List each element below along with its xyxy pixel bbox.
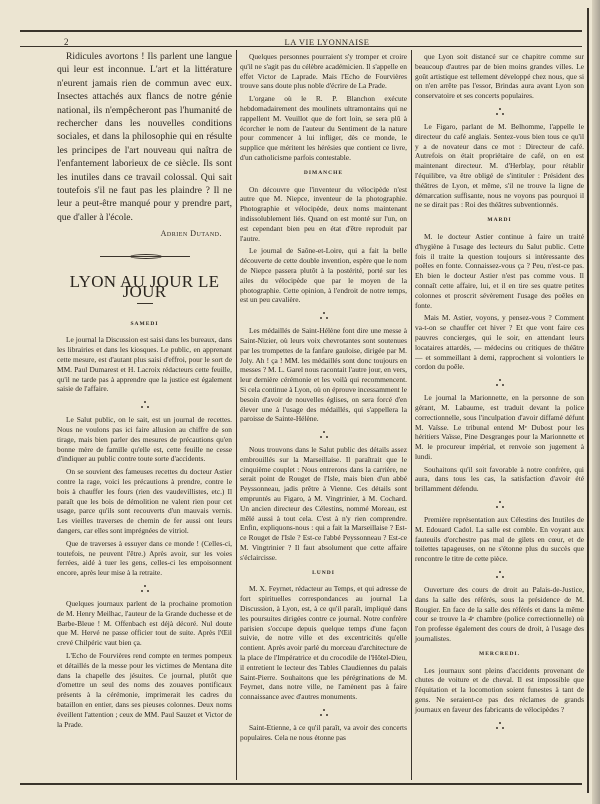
article-paragraph: que Lyon soit distancé sur ce chapitre comme sur beaucoup d'autres par de bien moins grandes villes. Le goût artistique est tellement développé chez nous, que si on n'en arrête pas l'essor, Brindas aura avant Lyon son conservatoire et ses concerts populaires. bbox=[415, 52, 584, 101]
asterism-dot bbox=[496, 113, 498, 115]
article-paragraph: Ridicules avortons ! Ils parlent une langue qui leur est inconnue. L'art et la littérature n'eurent jamais rien de commun avec eux. Insectes attachés aux flancs de notre génie national, ils n'empêcheront pas l'humanité de rechercher dans les nouvelles conditions sociales, et dans la philosophie qui en résulte les principes de l'art nouveau qui naîtra de l'enfantement laborieux de ce siècle. Ils sont les inutiles dans ce travail colossal. Qui sait toutefois s'il ne faut pas les plaindre ? Il ne leur a peut-être manqué pour y prendre part, que d'aller à l'école. bbox=[57, 51, 232, 223]
asterism-dot bbox=[326, 436, 328, 438]
asterism-dot bbox=[147, 590, 149, 592]
article-paragraph: Nous trouvons dans le Salut public des détails assez embrouillés sur la Marseillaise. Il paraîtrait que le cinquième couplet : Nous entrerons dans la carrière, ne serait point de Rouget de l'Isle, mais bien d'un abbé Peyssonneau, jadis prêtre à Vienne. Ces détails sont empruntés au Figaro, à M. Vingtrinier, à M. Cochard. Un ancien directeur des Célestins, nommé Moreau, est mêlé aussi à tout cela. C'est à n'y rien comprendre. Enfin, expliquons-nous : qui a fait la Marseillaise ? Est-ce Rouget de l'Isle ? Est-ce l'abbé Peyssonneau ? Est-ce M. Vingtrinier ? Il faut absolument que cette affaire s'éclaircisse. bbox=[240, 445, 407, 562]
asterism-divider bbox=[415, 106, 584, 117]
article-paragraph: Le Figaro, parlant de M. Belhomme, l'appelle le directeur du café anglais. Sentez-vous bien tous ce qu'il y a de novateur dans ce mot : Directeur de café. Autrefois on était propriétaire de café, on en est maintenant directeur. M. d'Herblay, pour rétablir l'équilibre, va être obligé de s'intituler : Président des théâtres de Lyon, et même, s'il ne trouve la ligne de démarcation suffisante, nous ne voyons pas pourquoi il ne se dirait pas : Roi des théâtres subventionnés. bbox=[415, 121, 584, 210]
column-left bbox=[57, 50, 232, 732]
column-divider bbox=[411, 50, 412, 780]
page-number: 2 bbox=[64, 37, 69, 47]
footer-rule bbox=[20, 783, 582, 785]
asterism-dot bbox=[320, 317, 322, 319]
article-paragraph: Le journal la Marionnette, en la personne de son gérant, M. Labaume, est traduit devant la police correctionnelle, sous l'inculpation d'avoir diffamé défunt M. Vaïsse. Le tribunal entend Mᵉ Dubost pour les héritiers Vaïsse, Pine Desgranges pour la Marionnette et M. le procureur impérial, et renvoie son jugement à lundi. bbox=[415, 393, 584, 461]
asterism-dot bbox=[323, 431, 325, 433]
asterism-dot bbox=[502, 727, 504, 729]
section-title: LYON AU JOUR LE JOUR bbox=[69, 272, 220, 301]
article-paragraph: M. le docteur Astier continue à faire un traité d'hygiène à l'usage des lecteurs du Salut public. Cette fois il traite la question toujours si intéressante des poêles en fonte. Connaissez-vous ça ? Peu, n'est-ce pas. Eh bien le docteur Astier n'est pas comme vous. Il connaît cette affaire, lui, et il en tire ses quatre petites colonnes et proscrit sévèrement l'usage des poêles en fonte. bbox=[415, 231, 584, 310]
asterism-dot bbox=[499, 722, 501, 724]
asterism-dot bbox=[502, 506, 504, 508]
asterism-dot bbox=[502, 113, 504, 115]
asterism-dot bbox=[323, 709, 325, 711]
article-paragraph: Mais M. Astier, voyons, y pensez-vous ? Comment va-t-on se chauffer cet hiver ? Et que vont faire ces pauvres concierges, qui le soir, en attendant leurs locataires attardés, — médecins ou critiques de théâtre — et sommeillant à demi, rapprochent si volontiers le cordon du poêle. bbox=[415, 313, 584, 372]
asterism-divider bbox=[240, 707, 407, 718]
asterism-dot bbox=[320, 714, 322, 716]
day-heading: LUNDI bbox=[312, 569, 335, 576]
header-rule-lower bbox=[20, 46, 582, 47]
article-paragraph: Quelques personnes pourraient s'y tromper et croire qu'il ne s'agit pas du célèbre académicien. Il s'appelle en effet Victor de Laprade. Mais l'Echo de Fourvières trouve sans doute plus noble d'écrire de La Prade. bbox=[240, 52, 407, 91]
article-paragraph: On se souvient des fameuses recettes du docteur Astier contre la rage, voici les précautions à prendre, contre le bois à chauffer les fours (rien des vaudevillistes, etc.) Il paraît que les bois de démolition ne valent rien pour cet usage, parce qu'ils sont recouverts d'un mauvais vernis. Les vieilles traverses de chemin de fer aussi ont leurs dangers, car elles sont imprégnées de vitriol. bbox=[57, 467, 232, 536]
column-right bbox=[415, 52, 584, 736]
article-paragraph: Ouverture des cours de droit au Palais-de-Justice, dans la salle des référés, sous la présidence de M. Rougier. En face de la salle des référés et dans la même cour se trouve la 4ᵉ chambre (police correctionnelle) où l'on professe également des cours de droit, à l'usage des journalistes. bbox=[415, 585, 584, 644]
article-paragraph: L'organe où le R. P. Blanchon exécute hebdomadairement des moulinets ultramontains qui ne rappellent M. Veuillot que de fort loin, se sera plû à écorcher le nom de l'auteur du Sentiment de la nature pour commencer à lui infliger, dès ce monde, le supplice que méritent les hérésies que contient ce livre, d'un catholicisme parfois contestable. bbox=[240, 94, 407, 162]
asterism-divider bbox=[415, 569, 584, 580]
article-paragraph: Que de traverses à essuyer dans ce monde ! (Celles-ci, toutefois, ne peuvent l'être.) Après avoir, sur les voies ferrées, aidé à tuer les gens, celles-ci les empoisonnent encore, après leur mise à la retraite. bbox=[57, 538, 232, 578]
asterism-dot bbox=[147, 406, 149, 408]
title-dash bbox=[137, 303, 153, 304]
column-divider bbox=[236, 50, 237, 780]
asterism-divider bbox=[57, 399, 232, 410]
asterism-dot bbox=[496, 506, 498, 508]
day-heading: SAMEDI bbox=[130, 320, 159, 327]
header-rule bbox=[20, 30, 582, 32]
asterism-divider bbox=[240, 429, 407, 440]
asterism-dot bbox=[323, 312, 325, 314]
article-paragraph: Saint-Etienne, à ce qu'il paraît, va avoir des concerts populaires. Cela ne nous étonne pas bbox=[240, 723, 407, 742]
day-heading: DIMANCHE bbox=[303, 169, 344, 176]
asterism-dot bbox=[499, 501, 501, 503]
article-paragraph: L'Echo de Fourvières rend compte en termes pompeux et détaillés de la messe pour les victimes de Mentana dite dans la chapelle des jésuites. Ce journal, plutôt que d'omettre un seul des noms des zouaves pontificaux présents à la cérémonie, imprimerait les cadres du bataillon en entier, dans ses pieuses colonnes. Deux noms éveillent l'attention ; ceux de MM. Paul Sauzet et Victor de la Prade. bbox=[57, 650, 232, 729]
article-paragraph: Quelques journaux parlent de la prochaine promotion de M. Henry Meilhac, l'auteur de la Grande duchesse et de Barbe-Bleue ! M. Offenbach est déjà décoré. Nul doute que M. Hervé ne passe officier tout de suite. Après l'Œil crevé Chilpéric vaut bien ça. bbox=[57, 599, 232, 648]
asterism-dot bbox=[502, 384, 504, 386]
article-paragraph: Le Salut public, on le sait, est un journal de recettes. Nous ne voulons pas ici faire allusion au chiffre de son tirage, mais bien parler des mesures de précautions qu'en bonne mère de famille qu'elle est, cette feuille ne cesse d'indiquer au public contre toute sorte d'accidents. bbox=[57, 415, 232, 464]
asterism-dot bbox=[499, 379, 501, 381]
page-edge bbox=[592, 0, 600, 804]
article-paragraph: Les journaux sont pleins d'accidents provenant de chutes de voiture et de cheval. Il est impossible que l'équitation et la locomotion soient funestes à tant de gens. Ne seraient-ce pas des réclames de grands journaux en faveur des fabricants de vélocipèdes ? bbox=[415, 665, 584, 714]
asterism-dot bbox=[496, 384, 498, 386]
asterism-dot bbox=[499, 571, 501, 573]
article-paragraph: Souhaitons qu'il soit favorable à notre confrère, qui aura, dans tous les cas, la satisfaction d'avoir été brillamment défendu. bbox=[415, 464, 584, 494]
asterism-divider bbox=[57, 583, 232, 594]
asterism-divider bbox=[415, 499, 584, 510]
article-paragraph: Le journal de Saône-et-Loire, qui a fait la belle découverte de cette double invention, espère que le nom de Niepce passera plutôt à la postérité, porté sur les ailes du vélocipède que par le moyen de la photographie. Cette opinion, à l'endroit de notre temps, est un peu cavalière. bbox=[240, 246, 407, 305]
asterism-dot bbox=[502, 576, 504, 578]
page-frame-right bbox=[587, 8, 589, 793]
asterism-dot bbox=[326, 714, 328, 716]
asterism-dot bbox=[326, 317, 328, 319]
asterism-divider bbox=[415, 377, 584, 388]
asterism-dot bbox=[144, 585, 146, 587]
asterism-divider bbox=[415, 720, 584, 731]
article-paragraph: Première représentation aux Célestins des Inutiles de M. Edouard Cadol. La salle est comble. En voyant aux fauteuils d'orchestre pas mal de gilets en cœur, et de toilettes tapageuses, on ne s'étonne plus du succès que rencontre le titre de cette pièce. bbox=[415, 515, 584, 564]
article-paragraph: M. X. Feyrnet, rédacteur au Temps, et qui adresse de fort spirituelles correspondances au journal La Discussion, à Lyon, est, à ce qu'il paraît, impliqué dans les poursuites dirigées contre ce journal. Notre confrère parisien s'occupe depuis quelque temps d'une façon suivie, de notre ville et des excentricités qu'elle contient. Après avoir parlé du morceau d'architecture de la place de l'Impératrice et du crocodile de l'Hôtel-Dieu, il entretient le lecteur des Tables Claudiennes du palais Saint-Pierre. Souhaitons que les pérégrinations de M. Feyrnet, dans notre ville, ne l'amènent pas à faire connaissance avec d'autres monuments. bbox=[240, 584, 407, 702]
article-paragraph: Le journal la Discussion est saisi dans les bureaux, dans les librairies et dans les kiosques. Le public, en apprenant cette mesure, est d'autant plus saisi d'effroi, pour le sort de MM. Paul Dumarest et H. Lacroix rédacteurs cette feuille, qu'il ne tarde pas à apprendre que la justice est également saisie de l'affaire. bbox=[57, 335, 232, 394]
asterism-divider bbox=[240, 310, 407, 321]
asterism-dot bbox=[496, 576, 498, 578]
ornament-divider bbox=[100, 253, 190, 259]
article-paragraph: On découvre que l'inventeur du vélocipède n'est autre que M. Niepce, inventeur de la photographie. Photographie et vélocipède, deux noms maintenant indissolublement liés. Quand on est monté sur l'un, on est cependant bien peu en état d'être reproduit par l'autre. bbox=[240, 184, 407, 243]
asterism-dot bbox=[499, 108, 501, 110]
author-signature: Adrien Dutand. bbox=[160, 229, 222, 239]
running-title: LA VIE LYONNAISE bbox=[284, 37, 370, 47]
asterism-dot bbox=[320, 436, 322, 438]
article-paragraph: Les médaillés de Saint-Hélène font dire une messe à Saint-Nizier, où leurs voix chevrotantes sont soutenues par les trompettes de la fanfare gauloise, dirigée par M. Joly. Ah ! ça ! MM. les médaillés sont donc toujours en messes ? M. L. Garel nous racontait l'autre jour, en vers, leur dernière cérémonie et les voilà qui recommencent. Si cela continue à Lyon, où on éprouve incessamment le besoin d'avoir de nouvelles églises, on sera forcé d'en élever une à l'usage des médaillés, qui s'appellera la paroisse de Sainte-Hélène. bbox=[240, 326, 407, 424]
asterism-dot bbox=[141, 406, 143, 408]
asterism-dot bbox=[496, 727, 498, 729]
asterism-dot bbox=[144, 401, 146, 403]
asterism-dot bbox=[141, 590, 143, 592]
day-heading: MERCREDI. bbox=[479, 650, 520, 657]
day-heading: MARDI bbox=[487, 217, 512, 224]
column-middle bbox=[240, 52, 407, 746]
